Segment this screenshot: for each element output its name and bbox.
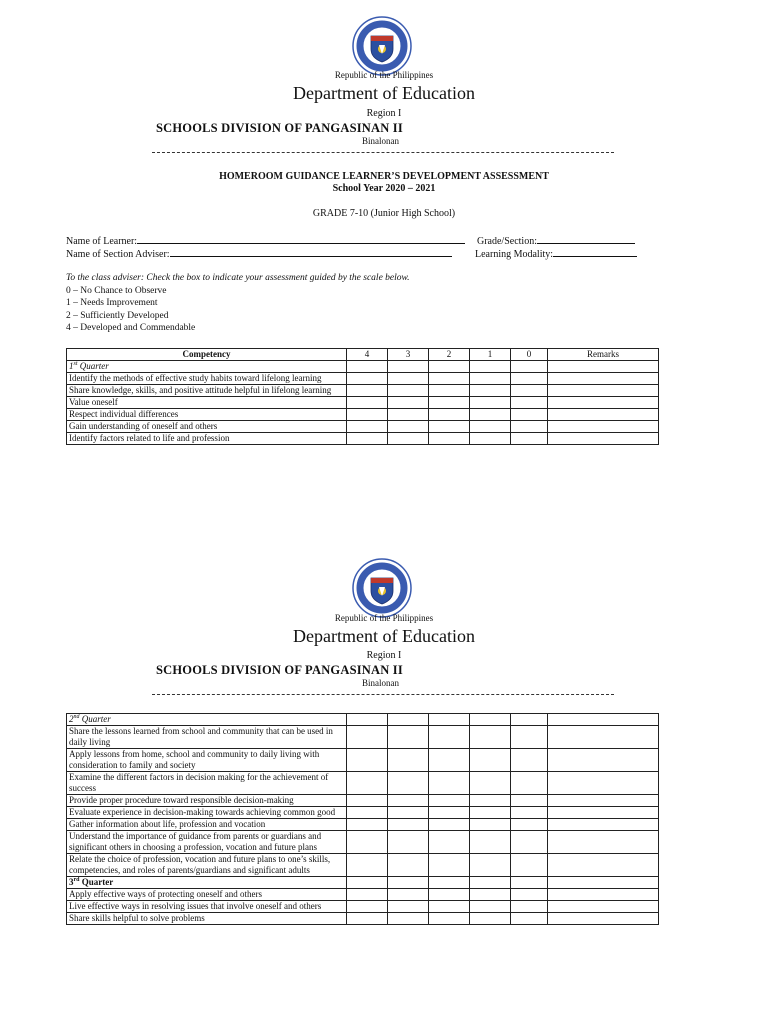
table-header-row [67, 349, 659, 361]
table-row [67, 795, 659, 807]
quarter-row [67, 877, 659, 889]
check-box[interactable] [511, 433, 548, 445]
check-box[interactable] [388, 726, 429, 749]
learner-name-field[interactable] [137, 234, 465, 244]
check-box[interactable] [388, 795, 429, 807]
check-box[interactable] [388, 749, 429, 772]
check-box[interactable] [429, 397, 470, 409]
modality-field[interactable] [553, 247, 637, 257]
remarks-cell[interactable] [548, 913, 659, 925]
check-box[interactable] [388, 433, 429, 445]
republic-label: Republic of the Philippines [334, 613, 434, 623]
competency-header: Competency [67, 349, 347, 361]
check-box[interactable] [347, 795, 388, 807]
region-label: Region I [366, 650, 402, 661]
check-box[interactable] [347, 819, 388, 831]
form-title: HOMEROOM GUIDANCE LEARNER’S DEVELOPMENT ASSESSMENT [219, 171, 549, 182]
check-box[interactable] [470, 831, 511, 854]
competency-cell: Apply lessons from home, school and community to daily living with consideration to family and society [67, 749, 347, 772]
competency-table-q1 [66, 348, 659, 445]
remarks-cell[interactable] [548, 807, 659, 819]
competency-table-q2-q3 [66, 713, 659, 925]
check-box[interactable] [347, 831, 388, 854]
adviser-line [66, 247, 452, 260]
remarks-cell[interactable] [548, 889, 659, 901]
divider [152, 694, 614, 695]
check-box[interactable] [511, 831, 548, 854]
check-box[interactable] [429, 749, 470, 772]
check-box[interactable] [347, 397, 388, 409]
remarks-cell[interactable] [548, 397, 659, 409]
check-box[interactable] [429, 854, 470, 877]
check-box[interactable] [511, 819, 548, 831]
remarks-cell[interactable] [548, 726, 659, 749]
competency-cell: Gain understanding of oneself and others [67, 421, 347, 433]
table-row [67, 397, 659, 409]
check-box[interactable] [429, 819, 470, 831]
department-title: Department of Education [293, 626, 475, 646]
school-year: School Year 2020 – 2021 [332, 183, 436, 194]
remarks-cell[interactable] [548, 854, 659, 877]
check-box[interactable] [347, 409, 388, 421]
check-box[interactable] [511, 795, 548, 807]
table-row [67, 373, 659, 385]
check-box[interactable] [511, 913, 548, 925]
check-box[interactable] [388, 819, 429, 831]
table-row [67, 831, 659, 854]
deped-seal-logo [352, 16, 412, 76]
competency-cell: Value oneself [67, 397, 347, 409]
grade-section-label: Grade/Section: [477, 236, 537, 247]
check-box[interactable] [470, 749, 511, 772]
check-box[interactable] [388, 913, 429, 925]
quarter-row [67, 714, 659, 726]
score-1-header: 1 [470, 349, 511, 361]
table-row [67, 421, 659, 433]
check-box[interactable] [511, 807, 548, 819]
competency-cell: Live effective ways in resolving issues that involve oneself and others [67, 901, 347, 913]
competency-cell: Evaluate experience in decision-making towards achieving common good [67, 807, 347, 819]
learner-name-label: Name of Learner: [66, 236, 138, 247]
town-label: Binalonan [362, 136, 399, 146]
remarks-cell[interactable] [548, 385, 659, 397]
competency-cell: Share the lessons learned from school and community that can be used in daily living [67, 726, 347, 749]
remarks-cell[interactable] [548, 749, 659, 772]
check-box[interactable] [470, 901, 511, 913]
table-row [67, 433, 659, 445]
remarks-cell[interactable] [548, 433, 659, 445]
check-box[interactable] [388, 807, 429, 819]
remarks-cell[interactable] [548, 819, 659, 831]
competency-cell: Examine the different factors in decision making for the achievement of success [67, 772, 347, 795]
region-label: Region I [366, 108, 402, 119]
check-box[interactable] [511, 385, 548, 397]
table-row [67, 749, 659, 772]
competency-cell: Gather information about life, profession and vocation [67, 819, 347, 831]
modality-line [475, 247, 637, 260]
check-box[interactable] [429, 807, 470, 819]
check-box[interactable] [511, 421, 548, 433]
competency-cell: Apply effective ways of protecting oneself and others [67, 889, 347, 901]
check-box[interactable] [388, 373, 429, 385]
competency-cell: Relate the choice of profession, vocation and future plans to one’s skills, competencies, and roles of parents/guardians and significant adults [67, 854, 347, 877]
check-box[interactable] [388, 901, 429, 913]
check-box[interactable] [347, 772, 388, 795]
check-box[interactable] [429, 913, 470, 925]
remarks-cell[interactable] [548, 421, 659, 433]
table-row [67, 819, 659, 831]
table-row [67, 772, 659, 795]
scale-item: 2 – Sufficiently Developed [66, 310, 169, 321]
check-box[interactable] [388, 421, 429, 433]
remarks-cell[interactable] [548, 772, 659, 795]
check-box[interactable] [347, 913, 388, 925]
check-box[interactable] [470, 772, 511, 795]
check-box[interactable] [429, 421, 470, 433]
remarks-cell[interactable] [548, 409, 659, 421]
check-box[interactable] [511, 726, 548, 749]
scale-item: 4 – Developed and Commendable [66, 323, 196, 333]
check-box[interactable] [470, 889, 511, 901]
check-box[interactable] [347, 385, 388, 397]
check-box[interactable] [429, 795, 470, 807]
check-box[interactable] [429, 409, 470, 421]
quarter-label: 3rd Quarter [67, 877, 347, 889]
adviser-label: Name of Section Adviser: [66, 249, 170, 260]
check-box[interactable] [388, 409, 429, 421]
score-3-header: 3 [388, 349, 429, 361]
scale-item: 0 – No Chance to Observe [66, 285, 167, 296]
check-box[interactable] [347, 854, 388, 877]
check-box[interactable] [429, 373, 470, 385]
check-box[interactable] [388, 889, 429, 901]
check-box[interactable] [388, 831, 429, 854]
adviser-field[interactable] [170, 247, 452, 257]
check-box[interactable] [347, 889, 388, 901]
grade-level: GRADE 7-10 (Junior High School) [312, 208, 456, 219]
check-box[interactable] [347, 726, 388, 749]
check-box[interactable] [429, 901, 470, 913]
division-name: SCHOOLS DIVISION OF PANGASINAN II [156, 663, 403, 677]
check-box[interactable] [470, 913, 511, 925]
score-0-header: 0 [511, 349, 548, 361]
scale-item: 1 – Needs Improvement [66, 298, 158, 308]
check-box[interactable] [429, 433, 470, 445]
check-box[interactable] [429, 385, 470, 397]
check-box[interactable] [347, 807, 388, 819]
check-box[interactable] [511, 889, 548, 901]
competency-cell: Respect individual differences [67, 409, 347, 421]
check-box[interactable] [429, 726, 470, 749]
competency-cell: Identify factors related to life and profession [67, 433, 347, 445]
table-row [67, 409, 659, 421]
department-title: Department of Education [293, 83, 475, 103]
division-name: SCHOOLS DIVISION OF PANGASINAN II [156, 121, 403, 135]
check-box[interactable] [511, 409, 548, 421]
check-box[interactable] [347, 373, 388, 385]
score-4-header: 4 [347, 349, 388, 361]
check-box[interactable] [347, 749, 388, 772]
check-box[interactable] [470, 726, 511, 749]
check-box[interactable] [347, 433, 388, 445]
town-label: Binalonan [362, 678, 399, 688]
divider [152, 152, 614, 153]
check-box[interactable] [470, 819, 511, 831]
table-row [67, 901, 659, 913]
check-box[interactable] [470, 433, 511, 445]
check-box[interactable] [388, 397, 429, 409]
check-box[interactable] [511, 749, 548, 772]
learner-name-line [66, 234, 465, 247]
competency-cell: Provide proper procedure toward responsible decision-making [67, 795, 347, 807]
instruction-text: To the class adviser: Check the box to indicate your assessment guided by the scale below. [66, 273, 410, 283]
check-box[interactable] [511, 854, 548, 877]
quarter-row [67, 361, 659, 373]
check-box[interactable] [470, 409, 511, 421]
republic-label: Republic of the Philippines [334, 70, 434, 80]
check-box[interactable] [429, 889, 470, 901]
check-box[interactable] [511, 901, 548, 913]
check-box[interactable] [429, 772, 470, 795]
table-row [67, 726, 659, 749]
competency-cell: Understand the importance of guidance from parents or guardians and significant others in choosing a profession, vocation and future plans [67, 831, 347, 854]
remarks-header: Remarks [548, 349, 659, 361]
check-box[interactable] [388, 772, 429, 795]
remarks-cell[interactable] [548, 795, 659, 807]
check-box[interactable] [470, 807, 511, 819]
check-box[interactable] [470, 854, 511, 877]
check-box[interactable] [470, 795, 511, 807]
check-box[interactable] [388, 854, 429, 877]
grade-section-line [477, 234, 635, 247]
competency-cell: Share knowledge, skills, and positive attitude helpful in lifelong learning [67, 385, 347, 397]
check-box[interactable] [470, 373, 511, 385]
check-box[interactable] [388, 385, 429, 397]
deped-seal-logo [352, 558, 412, 618]
scale-block [66, 272, 410, 335]
score-2-header: 2 [429, 349, 470, 361]
competency-cell: Identify the methods of effective study habits toward lifelong learning [67, 373, 347, 385]
remarks-cell[interactable] [548, 373, 659, 385]
check-box[interactable] [347, 421, 388, 433]
check-box[interactable] [347, 901, 388, 913]
modality-label: Learning Modality: [475, 249, 554, 260]
check-box[interactable] [470, 421, 511, 433]
check-box[interactable] [511, 772, 548, 795]
remarks-cell[interactable] [548, 831, 659, 854]
competency-cell: Share skills helpful to solve problems [67, 913, 347, 925]
remarks-cell[interactable] [548, 901, 659, 913]
table-row [67, 385, 659, 397]
check-box[interactable] [511, 397, 548, 409]
quarter-label: 1st Quarter [67, 361, 347, 373]
quarter-label: 2nd Quarter [67, 714, 347, 726]
table-row [67, 807, 659, 819]
table-row [67, 889, 659, 901]
table-row [67, 854, 659, 877]
check-box[interactable] [511, 373, 548, 385]
check-box[interactable] [429, 831, 470, 854]
table-row [67, 913, 659, 925]
check-box[interactable] [470, 397, 511, 409]
check-box[interactable] [470, 385, 511, 397]
grade-section-field[interactable] [537, 234, 635, 244]
